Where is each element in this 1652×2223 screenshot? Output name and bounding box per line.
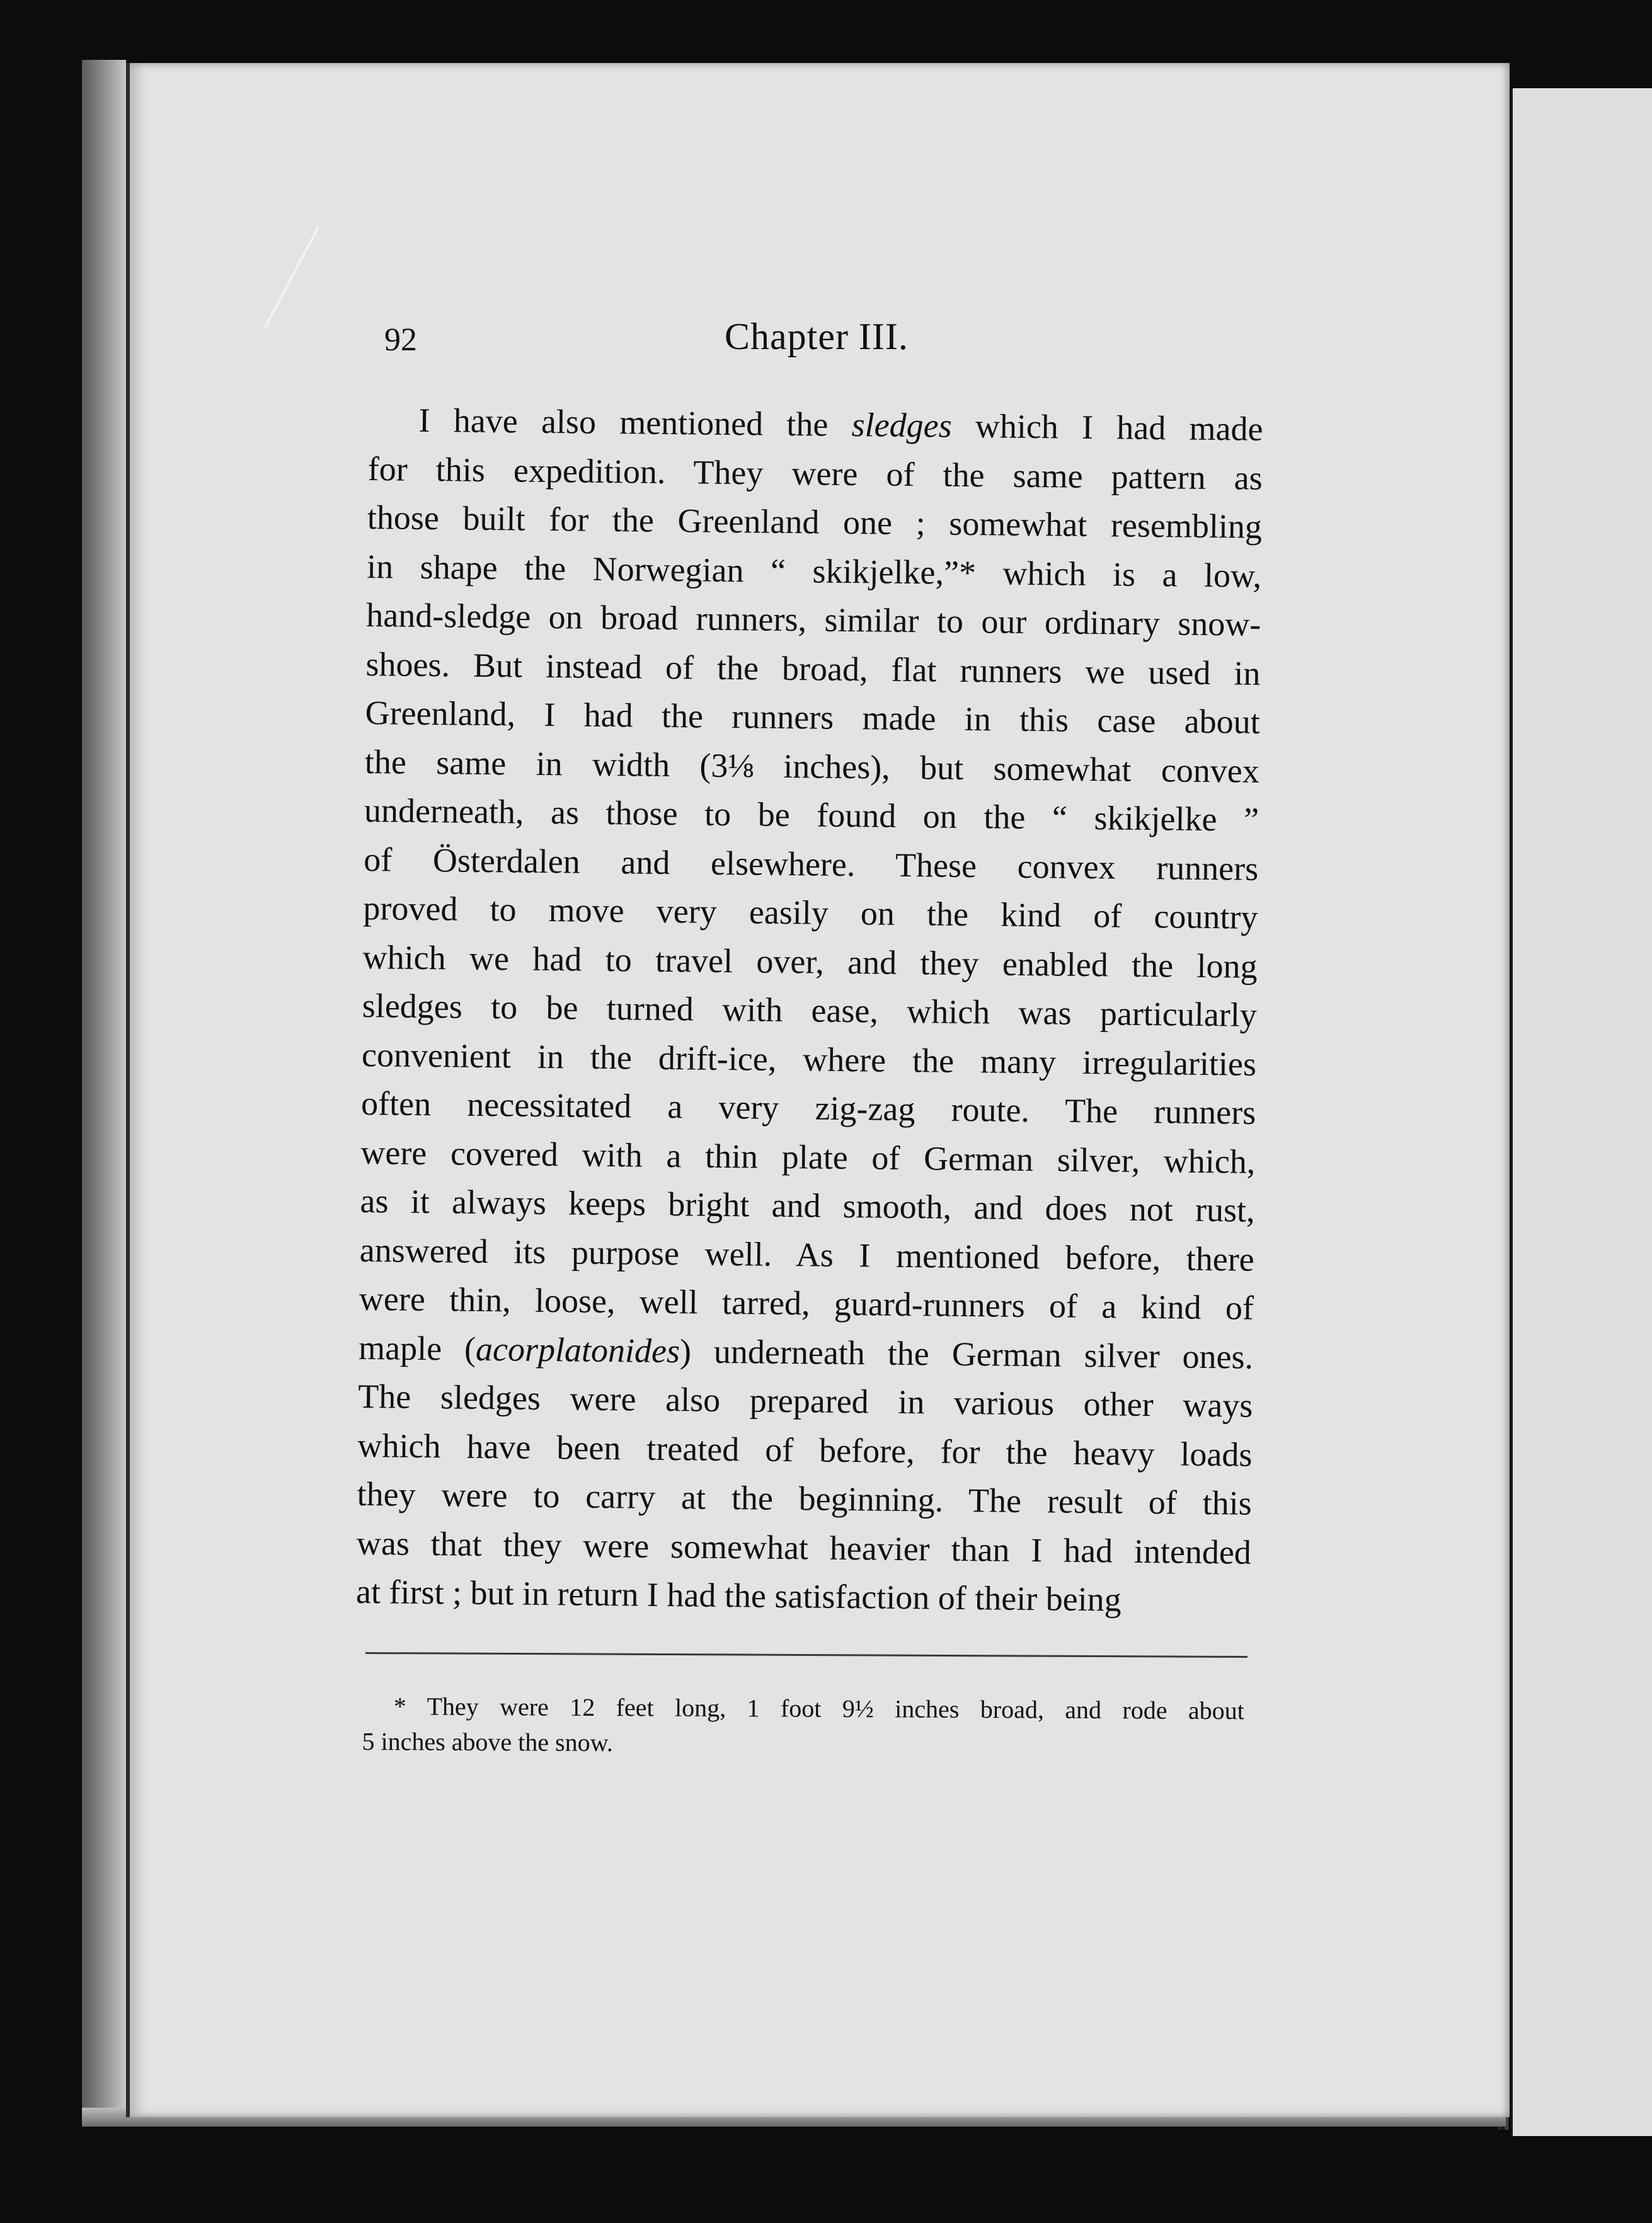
text-line: convenient in the drift-ice, where the many irregularities	[361, 1035, 1257, 1083]
text-line: was that they were somewhat heavier than I had intended	[356, 1524, 1252, 1571]
page-number: 92	[384, 322, 417, 358]
text-line: often necessitated a very zig-zag route. The runners	[360, 1084, 1256, 1132]
text-line: at first ; but in return I had the satisfaction of their being	[355, 1572, 1122, 1619]
text-line: the same in width (3⅛ inches), but somewhat convex	[364, 742, 1260, 790]
text-line: answered its purpose well. As I mentioned before, there	[359, 1231, 1255, 1278]
text-line: maple (acorplatonides) underneath the German silver ones.	[358, 1328, 1254, 1376]
text-line: they were to carry at the beginning. The result of this	[357, 1474, 1252, 1522]
text-line: underneath, as those to be found on the “ skikjelke ”	[364, 791, 1259, 839]
chapter-title: Chapter III.	[725, 316, 909, 357]
page-crease	[264, 227, 319, 328]
text-line: proved to move very easily on the kind of country	[363, 888, 1258, 936]
text-line: I have also mentioned the sledges which I had made	[418, 401, 1263, 448]
text-line: which we had to travel over, and they enabled the long	[362, 938, 1258, 985]
text-line: were thin, loose, well tarred, guard-runners of a kind of	[359, 1279, 1254, 1327]
text-line: of Österdalen and elsewhere. These convex runners	[363, 840, 1259, 888]
text-line: Greenland, I had the runners made in this case about	[365, 693, 1260, 741]
footnote-line: 5 inches above the snow.	[362, 1726, 614, 1757]
text-line: shoes. But instead of the broad, flat runners we used in	[365, 645, 1261, 692]
book-spine-edge	[82, 60, 126, 2114]
text-line: for this expedition. They were of the same pattern as	[367, 449, 1263, 497]
next-page-edge	[1511, 88, 1652, 2136]
text-line: hand-sledge on broad runners, similar to our ordinary snow-	[366, 595, 1261, 643]
text-line: were covered with a thin plate of German silver, which,	[360, 1133, 1256, 1181]
footnote	[362, 1689, 1244, 1764]
text-line: which have been treated of before, for the heavy loads	[357, 1426, 1253, 1474]
body-text	[356, 396, 1263, 1626]
page-header	[384, 315, 1260, 372]
text-line: as it always keeps bright and smooth, and does not rust,	[360, 1181, 1255, 1229]
footnote-line: * They were 12 feet long, 1 foot 9½ inches broad, and rode about	[393, 1692, 1244, 1725]
text-line: those built for the Greenland one ; somewhat resembling	[367, 498, 1263, 546]
text-line: sledges to be turned with ease, which was particularly	[362, 986, 1258, 1034]
text-line: in shape the Norwegian “ skikjelke,”* which is a low,	[366, 547, 1262, 595]
text-line: The sledges were also prepared in various other ways	[358, 1377, 1253, 1425]
